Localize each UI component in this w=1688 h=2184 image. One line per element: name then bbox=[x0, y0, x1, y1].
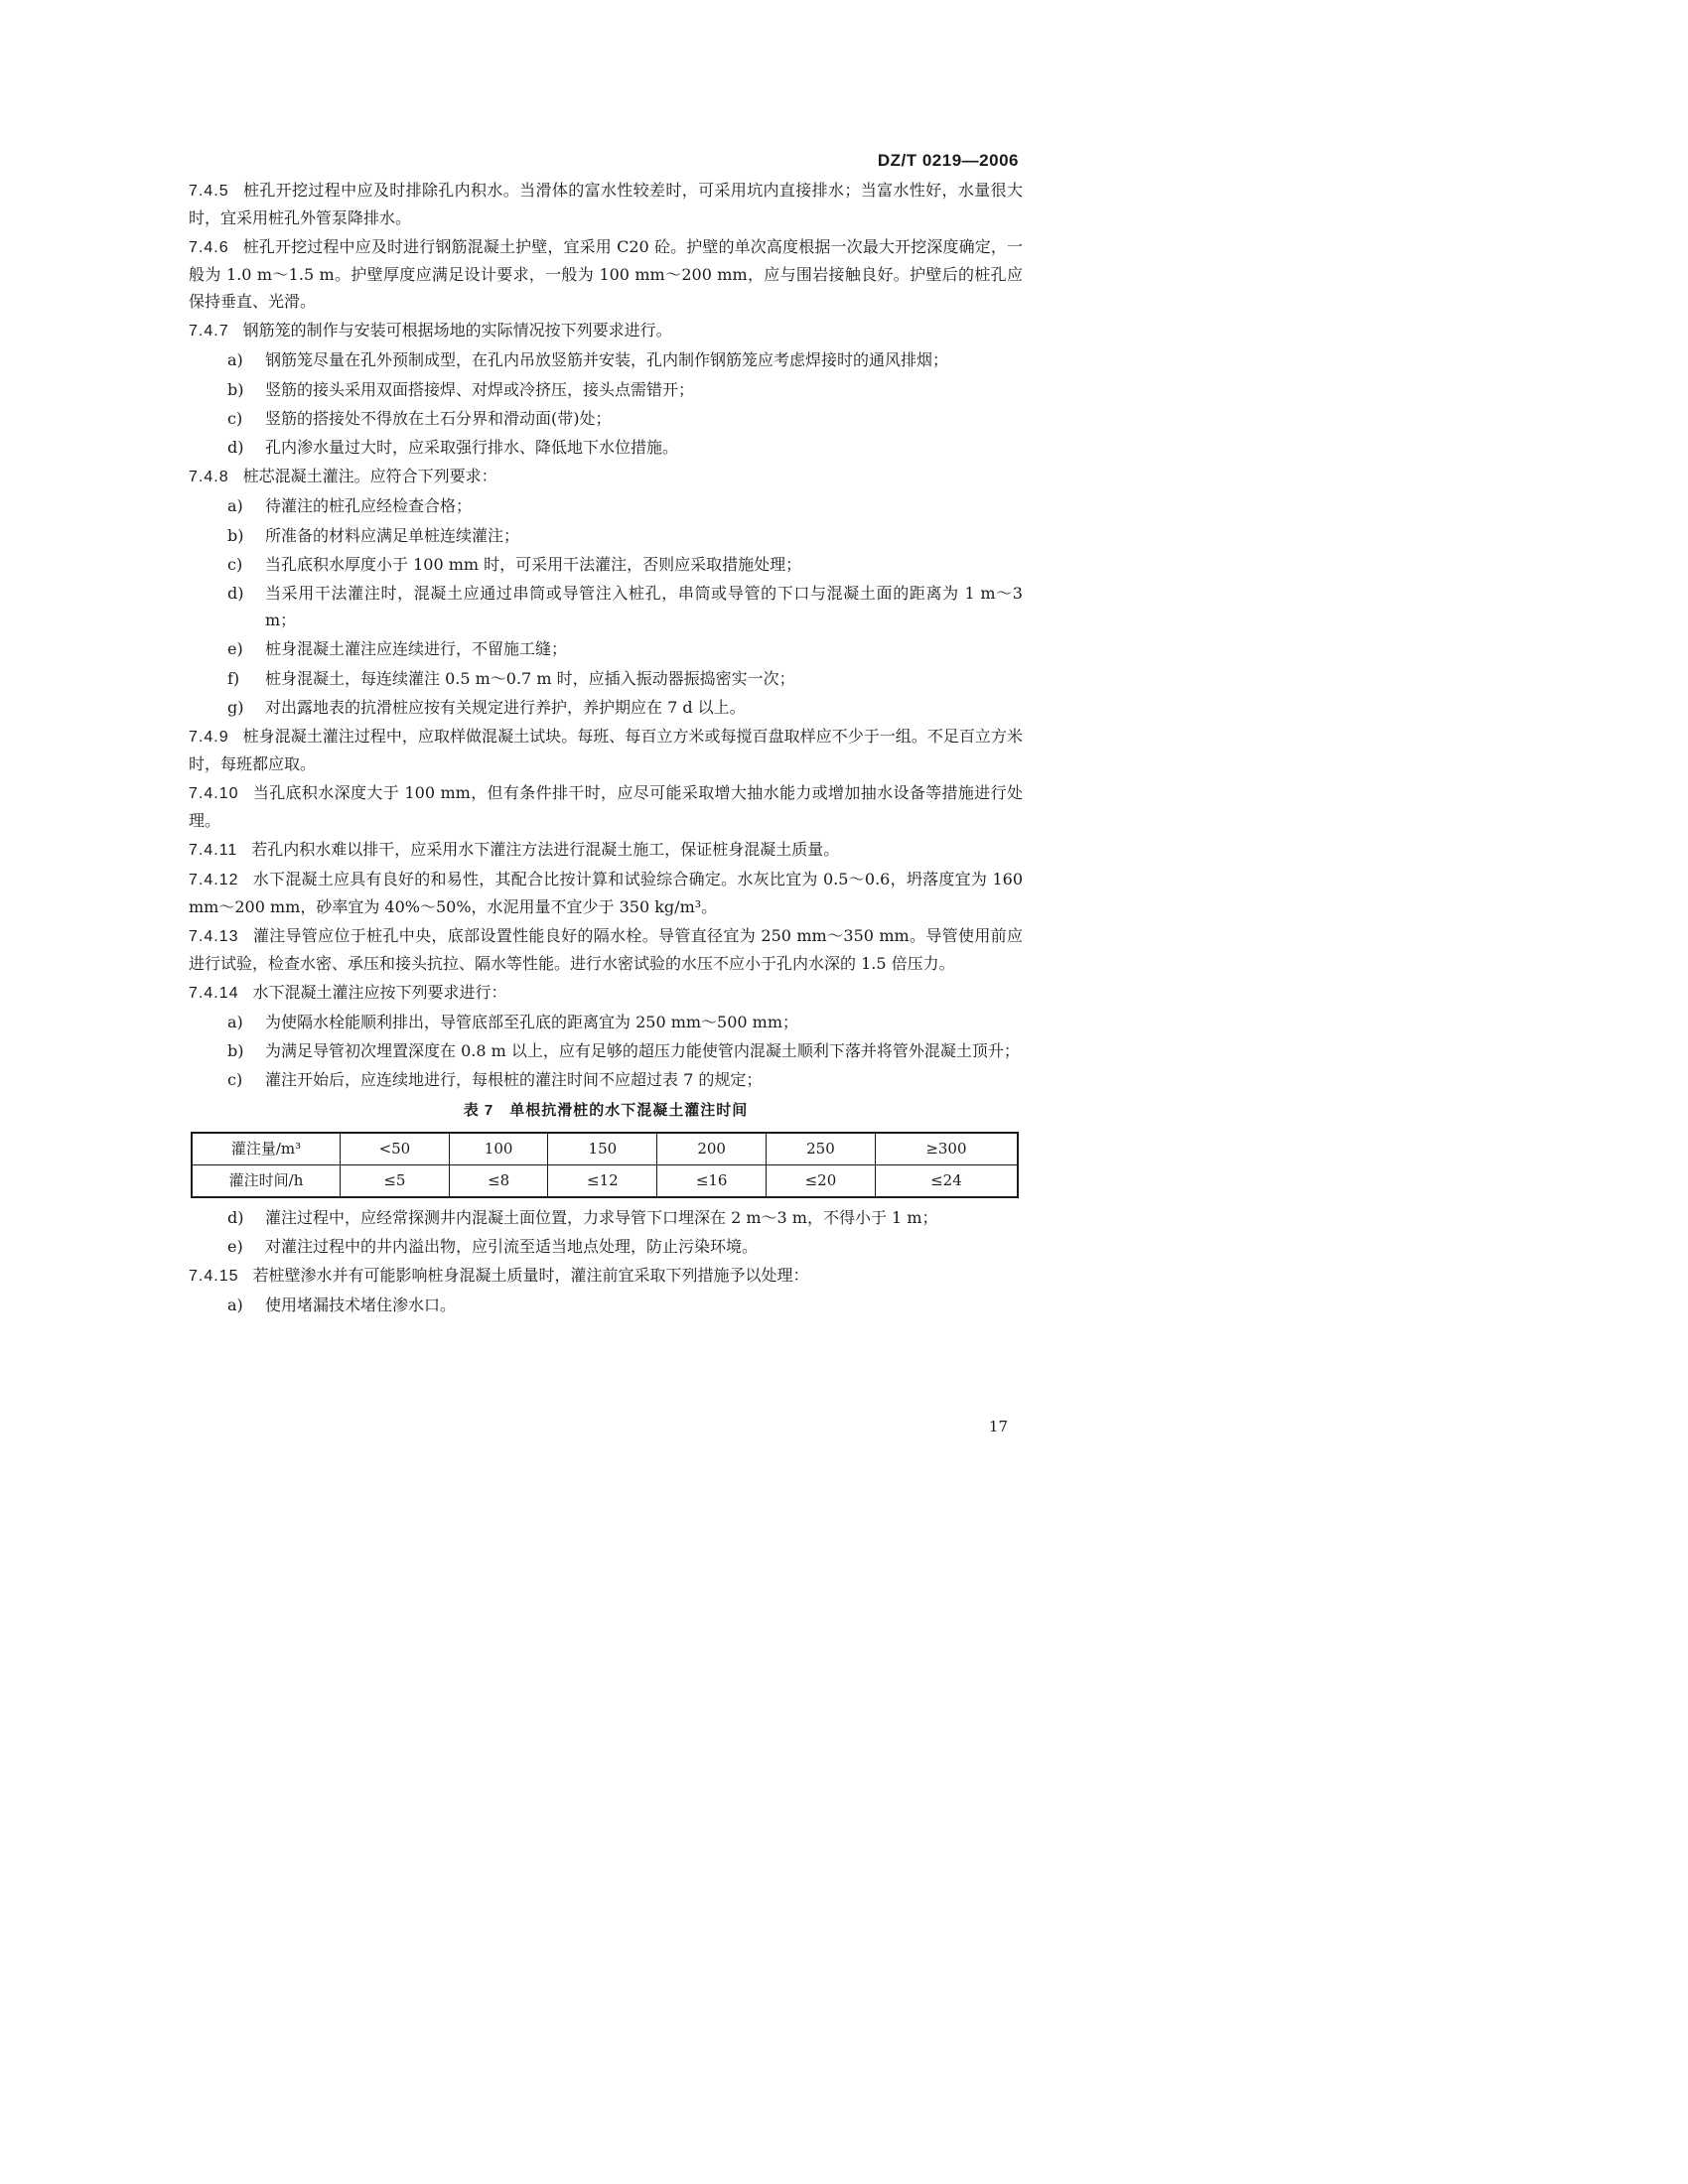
clause-7-4-6 bbox=[189, 233, 1023, 316]
clause-text: 若桩壁渗水并有可能影响桩身混凝土质量时，灌注前宜采取下列措施予以处理： bbox=[252, 1266, 809, 1286]
table-7 bbox=[191, 1132, 1019, 1198]
clause-text: 若孔内积水难以排干，应采用水下灌注方法进行混凝土施工，保证桩身混凝土质量。 bbox=[251, 840, 840, 860]
item-letter: f) bbox=[227, 668, 240, 688]
item-text: 竖筋的接头采用双面搭接焊、对焊或冷挤压，接头点需错开； bbox=[265, 379, 695, 399]
item-text: 钢筋笼尽量在孔外预制成型，在孔内吊放竖筋并安装，孔内制作钢筋笼应考虑焊接时的通风排烟； bbox=[265, 350, 949, 370]
table-cell: <50 bbox=[341, 1133, 450, 1165]
item-letter: e) bbox=[227, 1237, 243, 1257]
item-letter: c) bbox=[227, 1070, 243, 1090]
clause-7-4-11 bbox=[189, 836, 1023, 864]
table-cell: ≤24 bbox=[875, 1164, 1018, 1197]
clause-7-4-10 bbox=[189, 779, 1023, 834]
item-text: 竖筋的搭接处不得放在土石分界和滑动面(带)处； bbox=[265, 408, 612, 428]
clause-number: 7.4.5 bbox=[189, 183, 229, 200]
item-letter: a) bbox=[227, 1013, 243, 1032]
item-text: 当孔底积水厚度小于 100 mm 时，可采用干法灌注，否则应采取措施处理； bbox=[265, 554, 802, 574]
item-text: 为满足导管初次埋置深度在 0.8 m 以上，应有足够的超压力能使管内混凝土顺利下落并将管外混凝土顶升； bbox=[265, 1041, 1020, 1061]
item-text: 孔内渗水量过大时，应采取强行排水、降低地下水位措施。 bbox=[265, 438, 679, 458]
list-item bbox=[189, 694, 1023, 721]
item-letter: d) bbox=[227, 1207, 244, 1227]
item-text: 对出露地表的抗滑桩应按有关规定进行养护，养护期应在 7 d 以上。 bbox=[265, 697, 746, 717]
clause-7-4-5 bbox=[189, 177, 1023, 231]
item-letter: e) bbox=[227, 639, 243, 659]
list-item bbox=[189, 1066, 1023, 1093]
list-item bbox=[189, 434, 1023, 461]
item-text: 灌注开始后，应连续地进行，每根桩的灌注时间不应超过表 7 的规定； bbox=[265, 1070, 763, 1090]
standard-code: DZ/T 0219—2006 bbox=[877, 151, 1019, 170]
item-text: 对灌注过程中的井内溢出物，应引流至适当地点处理，防止污染环境。 bbox=[265, 1237, 759, 1257]
clause-7-4-9 bbox=[189, 723, 1023, 777]
item-text: 桩身混凝土，每连续灌注 0.5 m～0.7 m 时，应插入振动器振捣密实一次； bbox=[265, 668, 795, 688]
clause-text: 灌注导管应位于桩孔中央，底部设置性能良好的隔水栓。导管直径宜为 250 mm～350 mm。导管使用前应进行试验，检查水密、承压和接头抗拉、隔水等性能。进行水密试验的水压不应小于孔内水深的 1.5 倍压力。 bbox=[189, 925, 1023, 974]
clause-text: 当孔底积水深度大于 100 mm，但有条件排干时，应尽可能采取增大抽水能力或增加抽水设备等措施进行处理。 bbox=[189, 783, 1023, 831]
row-header-time: 灌注时间/h bbox=[192, 1164, 341, 1197]
item-letter: g) bbox=[227, 697, 244, 717]
table-cell: ≤12 bbox=[548, 1164, 657, 1197]
list-item bbox=[189, 1009, 1023, 1035]
table-cell: ≤20 bbox=[767, 1164, 876, 1197]
item-letter: b) bbox=[227, 379, 244, 399]
clause-7-4-15 bbox=[189, 1262, 1023, 1290]
clause-number: 7.4.14 bbox=[189, 984, 239, 1002]
table-cell: 250 bbox=[767, 1133, 876, 1165]
table-cell: 150 bbox=[548, 1133, 657, 1165]
item-letter: a) bbox=[227, 350, 243, 370]
list-item bbox=[189, 1037, 1023, 1064]
list-item bbox=[189, 522, 1023, 549]
list-item bbox=[189, 405, 1023, 432]
clause-text: 桩孔开挖过程中应及时排除孔内积水。当滑体的富水性较差时，可采用坑内直接排水；当富水性好，水量很大时，宜采用桩孔外管泵降排水。 bbox=[189, 181, 1023, 228]
item-text: 灌注过程中，应经常探测井内混凝土面位置，力求导管下口埋深在 2 m～3 m，不得小于 1 m； bbox=[265, 1207, 938, 1227]
clause-7-4-14 bbox=[189, 979, 1023, 1007]
table-cell: ≤16 bbox=[657, 1164, 767, 1197]
page-number: 17 bbox=[988, 1418, 1008, 1435]
clause-number: 7.4.8 bbox=[189, 469, 229, 486]
list-item bbox=[189, 1292, 1023, 1318]
item-letter: c) bbox=[227, 408, 243, 428]
clause-text: 水下混凝土灌注应按下列要求进行： bbox=[252, 982, 507, 1002]
list-item bbox=[189, 1204, 1023, 1231]
list-item bbox=[189, 346, 1023, 373]
item-text: 待灌注的桩孔应经检查合格； bbox=[265, 496, 473, 516]
list-item bbox=[189, 1233, 1023, 1260]
table-cell: ≥300 bbox=[875, 1133, 1018, 1165]
clause-number: 7.4.6 bbox=[189, 239, 229, 256]
page-content bbox=[189, 177, 1023, 1321]
table-row bbox=[192, 1164, 1018, 1197]
item-letter: d) bbox=[227, 438, 244, 458]
table-cell: ≤5 bbox=[341, 1164, 450, 1197]
clause-number: 7.4.9 bbox=[189, 729, 229, 747]
item-letter: b) bbox=[227, 1041, 244, 1061]
row-header-volume: 灌注量/m³ bbox=[192, 1133, 341, 1165]
clause-number: 7.4.10 bbox=[189, 785, 239, 803]
table-cell: 100 bbox=[449, 1133, 548, 1165]
clause-number: 7.4.7 bbox=[189, 323, 229, 341]
list-item bbox=[189, 665, 1023, 692]
clause-7-4-8 bbox=[189, 463, 1023, 490]
list-item bbox=[189, 635, 1023, 662]
clause-number: 7.4.13 bbox=[189, 927, 239, 945]
item-text: 所准备的材料应满足单桩连续灌注； bbox=[265, 525, 520, 545]
item-letter: b) bbox=[227, 525, 244, 545]
clause-text: 桩身混凝土灌注过程中，应取样做混凝土试块。每班、每百立方米或每搅百盘取样应不少于一组。不足百立方米时，每班都应取。 bbox=[189, 727, 1023, 774]
table-cell: 200 bbox=[657, 1133, 767, 1165]
list-item bbox=[189, 376, 1023, 403]
table-row bbox=[192, 1133, 1018, 1165]
list-item bbox=[189, 551, 1023, 578]
clause-text: 桩芯混凝土灌注。应符合下列要求： bbox=[242, 467, 497, 486]
item-text: 使用堵漏技术堵住渗水口。 bbox=[265, 1296, 457, 1315]
item-letter: a) bbox=[227, 1296, 243, 1315]
table-7-title: 表 7 单根抗滑桩的水下混凝土灌注时间 bbox=[463, 1101, 749, 1119]
clause-text: 水下混凝土应具有良好的和易性，其配合比按计算和试验综合确定。水灰比宜为 0.5～0.6，坍落度宜为 160 mm～200 mm，砂率宜为 40%～50%，水泥用量不宜少于 350 kg/m³。 bbox=[189, 869, 1023, 917]
item-text: 为使隔水栓能顺利排出，导管底部至孔底的距离宜为 250 mm～500 mm； bbox=[265, 1013, 799, 1032]
list-item bbox=[189, 580, 1023, 633]
list-item bbox=[189, 492, 1023, 519]
item-text: 桩身混凝土灌注应连续进行，不留施工缝； bbox=[265, 639, 568, 659]
item-text: 当采用干法灌注时，混凝土应通过串筒或导管注入桩孔，串筒或导管的下口与混凝土面的距离为 1 m～3 m； bbox=[265, 584, 1023, 630]
clause-7-4-7 bbox=[189, 317, 1023, 344]
clause-7-4-13 bbox=[189, 922, 1023, 977]
item-letter: c) bbox=[227, 554, 243, 574]
table-cell: ≤8 bbox=[449, 1164, 548, 1197]
clause-text: 钢筋笼的制作与安装可根据场地的实际情况按下列要求进行。 bbox=[242, 321, 672, 341]
clause-text: 桩孔开挖过程中应及时进行钢筋混凝土护壁，宜采用 C20 砼。护壁的单次高度根据一次最大开挖深度确定，一般为 1.0 m～1.5 m。护壁厚度应满足设计要求，一般为 100 mm～200 mm，应与围岩接触良好。护壁后的桩孔应保持垂直、光滑。 bbox=[189, 237, 1023, 312]
clause-number: 7.4.12 bbox=[189, 871, 239, 888]
clause-7-4-12 bbox=[189, 866, 1023, 920]
item-letter: d) bbox=[227, 584, 244, 604]
item-letter: a) bbox=[227, 496, 243, 516]
clause-number: 7.4.11 bbox=[189, 842, 238, 860]
clause-number: 7.4.15 bbox=[189, 1268, 239, 1286]
